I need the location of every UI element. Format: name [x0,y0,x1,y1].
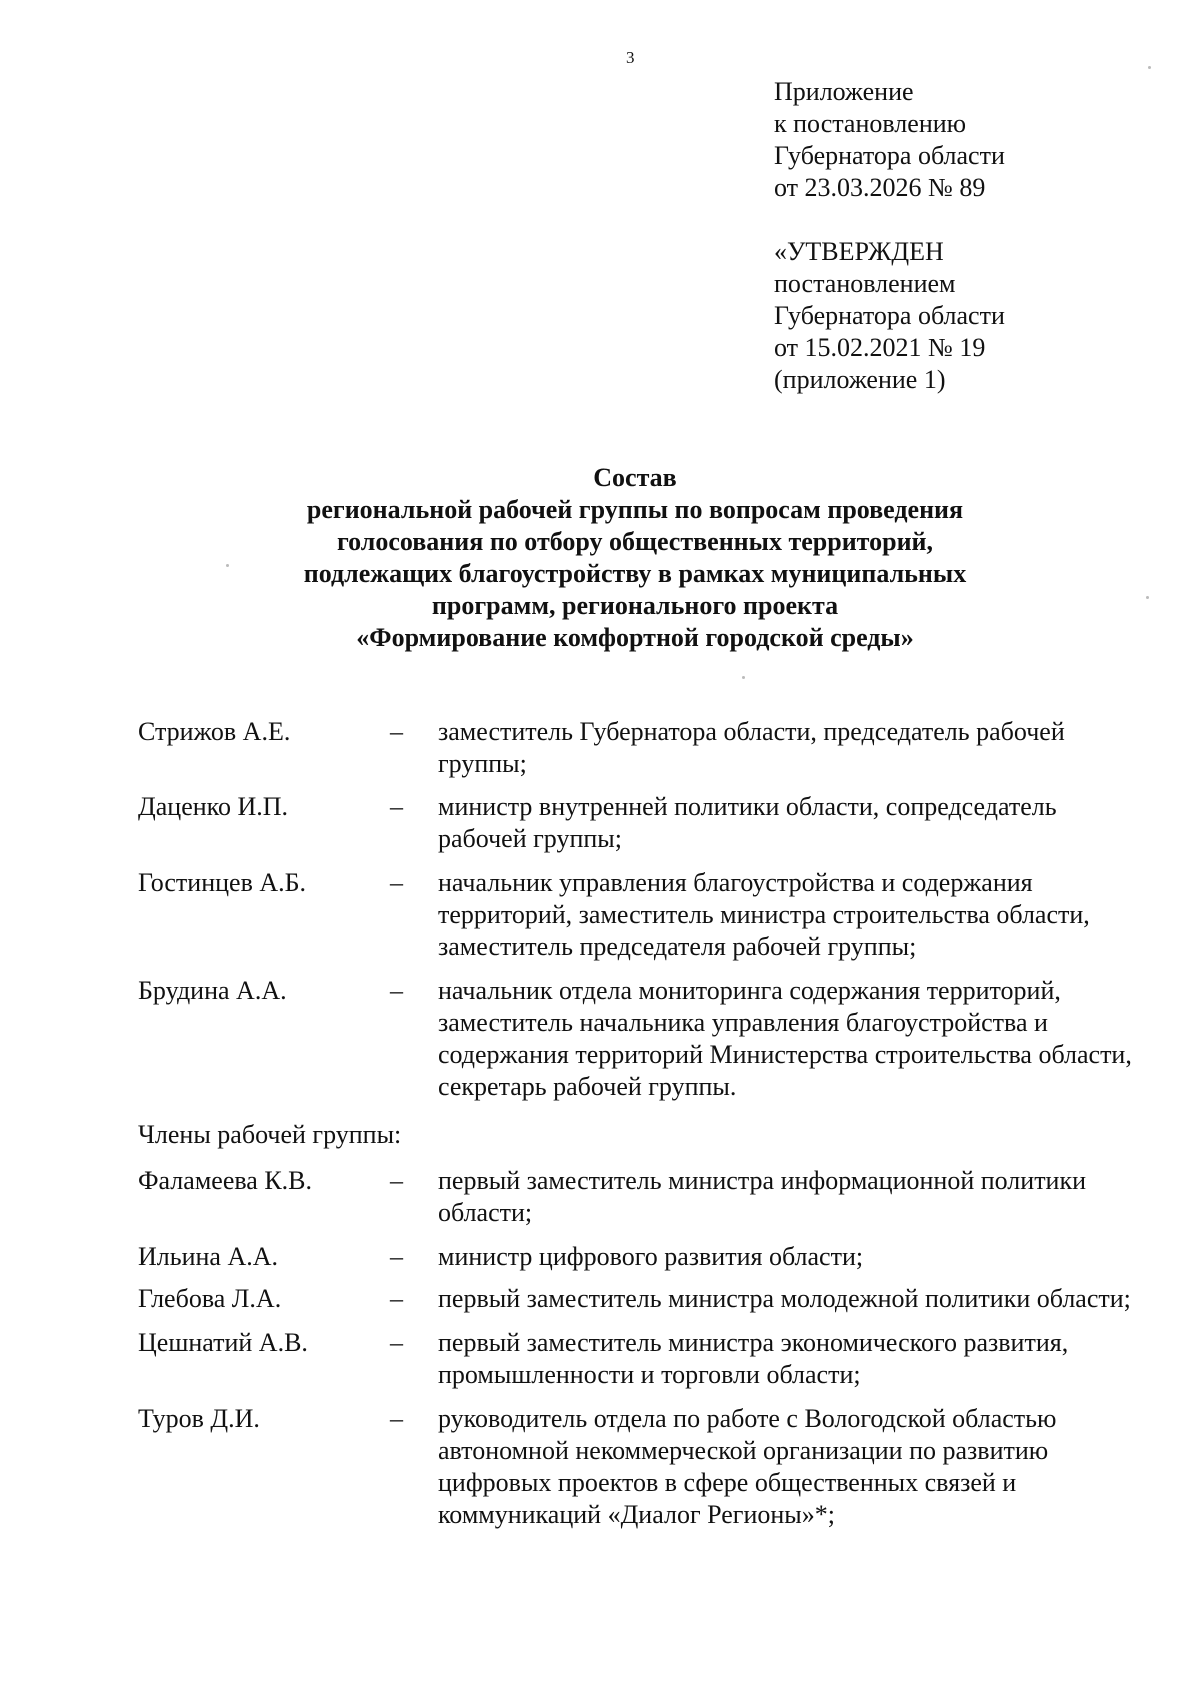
dash-separator: – [390,1166,403,1195]
member-row [138,716,1148,780]
member-name: Цешнатий А.В. [138,1328,308,1357]
member-name: Фаламеева К.В. [138,1166,313,1195]
member-name: Стрижов А.Е. [138,717,291,746]
appendix-reference [774,76,1005,204]
approval-stamp-text [774,236,1005,396]
dash-separator: – [390,717,403,746]
member-row [138,1327,1148,1391]
members-section-label: Члены рабочей группы: [138,1120,402,1149]
member-row [138,1403,1148,1531]
member-role: заместитель Губернатора области, председатель рабочей группы; [438,717,1065,778]
approval-line: «УТВЕРЖДЕН [774,237,944,266]
member-name: Глебова Л.А. [138,1284,282,1313]
member-role: первый заместитель министра информационной политики области; [438,1166,1087,1227]
scan-speck [1148,66,1151,69]
member-name: Брудина А.А. [138,976,287,1005]
member-row [138,791,1148,855]
scan-speck [1146,596,1149,599]
dash-separator: – [390,792,403,821]
member-name: Туров Д.И. [138,1404,260,1433]
title-line: подлежащих благоустройству в рамках муниципальных [303,559,967,588]
member-list [138,716,1148,1531]
title-line: региональной рабочей группы по вопросам проведения [306,495,964,524]
document-title [0,462,1200,654]
title-line: программ, регионального проекта [431,591,839,620]
appendix-line: Губернатора области [774,141,1005,170]
appendix-line: к постановлению [774,109,967,138]
member-role: руководитель отдела по работе с Вологодской областью автономной некоммерческой организации по развитию цифровых проектов в сфере общественных связей и коммуникаций «Диалог Регионы»*; [438,1404,1057,1529]
dash-separator: – [390,1328,403,1357]
title-line: голосования по отбору общественных территорий, [336,527,934,556]
member-name: Даценко И.П. [138,792,289,821]
member-role: начальник отдела мониторинга содержания территорий, заместитель начальника управления благоустройства и содержания территорий Министерства строительства области, секретарь рабочей группы. [438,976,1132,1101]
member-role: министр цифрового развития области; [438,1242,864,1271]
member-row [138,1165,1148,1229]
appendix-line: Приложение [774,77,914,106]
member-row [138,867,1148,963]
dash-separator: – [390,976,403,1005]
scan-speck [226,564,229,567]
dash-separator: – [390,868,403,897]
dash-separator: – [390,1284,403,1313]
member-name: Гостинцев А.Б. [138,868,307,897]
title-line: Состав [593,463,677,492]
dash-separator: – [390,1404,403,1433]
page-number: 3 [626,48,635,67]
appendix-line: от 23.03.2026 № 89 [774,173,986,202]
member-role: начальник управления благоустройства и содержания территорий, заместитель министра строительства области, заместитель председателя рабочей группы; [438,868,1090,961]
dash-separator: – [390,1242,403,1271]
member-role: первый заместитель министра экономического развития, промышленности и торговли области; [438,1328,1069,1389]
member-role: первый заместитель министра молодежной политики области; [438,1284,1131,1313]
approval-line: от 15.02.2021 № 19 [774,333,986,362]
member-row [138,975,1148,1103]
member-role: министр внутренней политики области, сопредседатель рабочей группы; [438,792,1057,853]
title-line: «Формирование комфортной городской среды» [356,623,914,652]
member-row [138,1283,1148,1315]
scan-speck [742,676,745,679]
approval-line: постановлением [774,269,956,298]
approval-line: (приложение 1) [774,365,946,394]
approval-line: Губернатора области [774,301,1005,330]
member-row [138,1241,1148,1273]
member-name: Ильина А.А. [138,1242,279,1271]
